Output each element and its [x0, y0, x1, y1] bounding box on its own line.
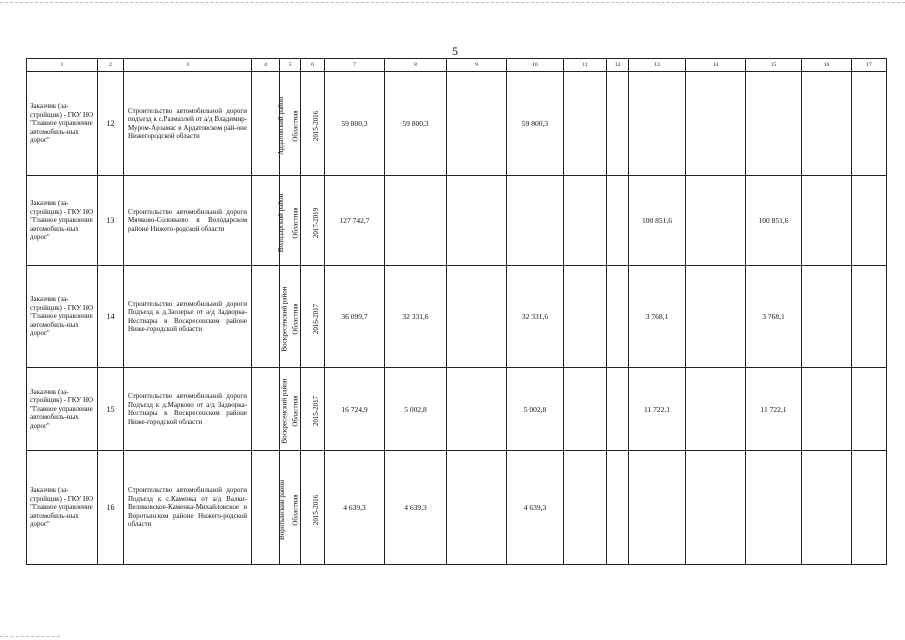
column-number-header: 9: [447, 59, 507, 72]
value-cell: [447, 72, 507, 176]
value-cell: 59 800,3: [507, 72, 564, 176]
column-number-header: 12: [607, 59, 629, 72]
period-cell-text: 2015-2017: [312, 395, 321, 427]
value-cell: [607, 368, 629, 451]
value-cell: 59 800,3: [325, 72, 385, 176]
roads-construction-table: [26, 58, 887, 565]
value-cell: 11 722,1: [746, 368, 802, 451]
value-cell: [447, 451, 507, 565]
column-number-header: 10: [507, 59, 564, 72]
value-cell: [447, 176, 507, 266]
period-cell: [301, 176, 325, 266]
description-cell: Строительство автомобильной дороги Подъезд к д.Марково от а/д Задворка-Нестиары в Воскресенском районе Ниже-городской области: [124, 368, 252, 451]
district-cell-text: Ардатовский район: [277, 96, 286, 155]
value-cell: [564, 451, 607, 565]
table-row: [27, 368, 887, 451]
value-cell: 59 800,3: [385, 72, 447, 176]
value-cell: [564, 368, 607, 451]
column-number-header: 13: [629, 59, 686, 72]
period-cell-text: 2015-2016: [312, 110, 321, 141]
value-cell: 36 099,7: [325, 266, 385, 368]
district-cell: [252, 72, 286, 176]
value-cell: 4 639,3: [325, 451, 385, 565]
value-cell: [746, 72, 802, 176]
column-number-header: 4: [252, 59, 280, 72]
customer-cell: Заказчик (за-стройщик) - ГКУ НО "Главное управление автомобиль-ных дорог": [27, 176, 98, 266]
value-cell: 4 639,3: [385, 451, 447, 565]
value-cell: [686, 266, 746, 368]
value-cell: [564, 72, 607, 176]
row-number-cell: 14: [98, 266, 124, 368]
value-cell: 100 851,6: [629, 176, 686, 266]
value-cell: [802, 176, 852, 266]
district-cell: [252, 368, 289, 451]
value-cell: [686, 72, 746, 176]
value-cell: [607, 176, 629, 266]
column-number-header: 14: [686, 59, 746, 72]
district-cell-text: Володарский район: [277, 193, 286, 252]
period-cell-text: 2015-2016: [312, 494, 321, 525]
value-cell: [852, 176, 887, 266]
value-cell: 127 742,7: [325, 176, 385, 266]
row-number-cell: 16: [98, 451, 124, 565]
column-number-header: 1: [27, 59, 98, 72]
value-cell: [852, 72, 887, 176]
value-cell: [746, 451, 802, 565]
level-cell-text: Областная: [291, 395, 300, 427]
value-cell: 100 851,6: [746, 176, 802, 266]
district-cell-text: Воротынский район: [277, 479, 286, 540]
value-cell: [607, 266, 629, 368]
column-number-header: 11: [564, 59, 607, 72]
district-cell: [252, 176, 286, 266]
value-cell: 3 768,1: [746, 266, 802, 368]
value-cell: 32 331,6: [507, 266, 564, 368]
value-cell: [852, 451, 887, 565]
value-cell: 4 639,3: [507, 451, 564, 565]
customer-cell: Заказчик (за-стройщик) - ГКУ НО "Главное управление автомобиль-ных дорог": [27, 368, 98, 451]
description-cell: Строительство автомобильной дороги подъезд к с.Размазлей от а/д Владимир-Муром-Арзамас в Ардатовском рай-оне Нижегородской области: [124, 72, 252, 176]
value-cell: [447, 368, 507, 451]
value-cell: [385, 176, 447, 266]
period-cell-text: 2016-2017: [312, 303, 321, 334]
value-cell: [802, 368, 852, 451]
column-number-header: 16: [802, 59, 852, 72]
level-cell-text: Областная: [291, 206, 300, 239]
customer-cell: Заказчик (за-стройщик) - ГКУ НО "Главное управление автомобиль-ных дорог": [27, 72, 98, 176]
period-cell: [301, 72, 325, 176]
description-cell: Строительство автомобильной дороги Подъезд к д.Заозерье от а/д Задворка-Нестиары в Воскресенском районе Ниже-городской области: [124, 266, 252, 368]
column-number-header: 8: [385, 59, 447, 72]
value-cell: [686, 176, 746, 266]
value-cell: 5 002,8: [385, 368, 447, 451]
column-number-header: 6: [301, 59, 325, 72]
value-cell: 11 722,1: [629, 368, 686, 451]
value-cell: [852, 266, 887, 368]
value-cell: [607, 72, 629, 176]
period-cell-text: 2017-2019: [312, 207, 321, 238]
value-cell: 5 002,8: [507, 368, 564, 451]
value-cell: 32 331,6: [385, 266, 447, 368]
value-cell: [802, 451, 852, 565]
district-cell: [252, 266, 289, 368]
scan-edge-bottom: [0, 636, 60, 637]
value-cell: [802, 72, 852, 176]
table-row: [27, 72, 887, 176]
column-number-header: 17: [852, 59, 887, 72]
value-cell: [686, 451, 746, 565]
page-number: 5: [452, 44, 458, 58]
table-row: [27, 451, 887, 565]
level-cell-text: Областная: [291, 109, 300, 142]
level-cell-text: Областная: [291, 493, 300, 526]
document-page: [26, 58, 886, 565]
row-number-cell: 12: [98, 72, 124, 176]
value-cell: [447, 266, 507, 368]
value-cell: 16 724,9: [325, 368, 385, 451]
column-number-header: 7: [325, 59, 385, 72]
table-row: [27, 266, 887, 368]
value-cell: [564, 176, 607, 266]
value-cell: [629, 72, 686, 176]
value-cell: [629, 451, 686, 565]
value-cell: [802, 266, 852, 368]
description-cell: Строительство автомобильной дороги Мячково-Соловьево в Володарском районе Нижего-родской области: [124, 176, 252, 266]
district-cell-text: Воскресенский район: [280, 285, 289, 352]
district-cell-text: Воскресенский район: [280, 378, 289, 444]
period-cell: [301, 451, 325, 565]
value-cell: [564, 266, 607, 368]
value-cell: [507, 176, 564, 266]
value-cell: [686, 368, 746, 451]
scan-edge-top: [0, 2, 905, 3]
column-number-header: 3: [124, 59, 252, 72]
value-cell: 3 768,1: [629, 266, 686, 368]
description-cell: Строительство автомобильной дороги Подъезд к с.Каменка от а/д Валки-Великовское-Каменка-Михайловское в Воротынском районе Нижего-родской области: [124, 451, 252, 565]
value-cell: [607, 451, 629, 565]
period-cell: [301, 266, 325, 368]
table-row: [27, 176, 887, 266]
row-number-cell: 13: [98, 176, 124, 266]
period-cell: [301, 368, 325, 451]
customer-cell: Заказчик (за-стройщик) - ГКУ НО "Главное управление автомобиль-ных дорог": [27, 266, 98, 368]
value-cell: [852, 368, 887, 451]
district-cell: [252, 451, 286, 565]
header-row: [27, 59, 887, 72]
level-cell-text: Областная: [291, 302, 300, 335]
column-number-header: 15: [746, 59, 802, 72]
column-number-header: 2: [98, 59, 124, 72]
customer-cell: Заказчик (за-стройщик) - ГКУ НО "Главное управление автомобиль-ных дорог": [27, 451, 98, 565]
row-number-cell: 15: [98, 368, 124, 451]
table-body: [27, 72, 887, 565]
column-number-header: 5: [280, 59, 301, 72]
